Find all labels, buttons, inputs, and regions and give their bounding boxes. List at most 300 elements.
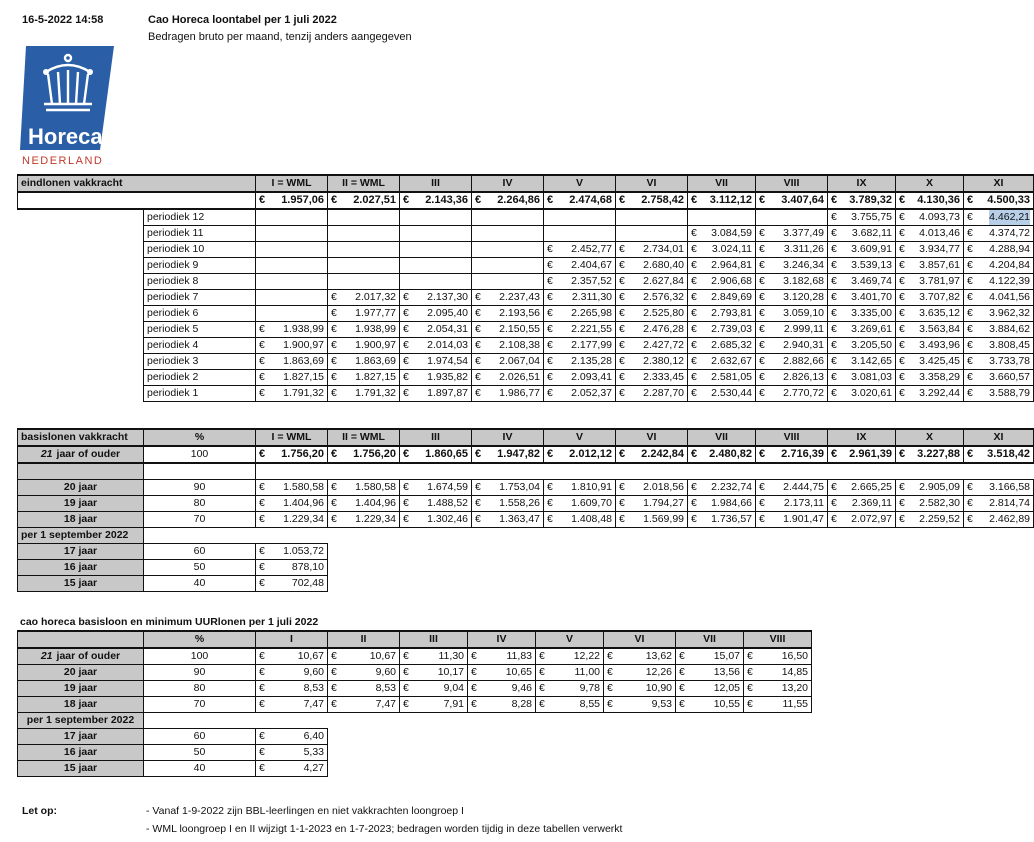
header-blank [18,631,144,648]
amount-value: 2.237,43 [499,291,541,303]
euro-sign: € [831,259,837,271]
amount-value: 2.143,36 [425,194,469,206]
amount-cell [472,322,544,338]
eindlonen-table [17,174,1034,402]
table-row [18,386,1034,402]
amount [899,274,960,289]
table-row [18,480,1034,496]
amount [475,386,540,401]
empty-cell [328,274,400,290]
euro-sign: € [831,307,837,319]
amount-value: 3.292,44 [919,387,961,399]
spacer-cell [144,528,256,544]
amount-value: 12,05 [713,682,740,694]
blank-cell [18,338,144,354]
amount-value: 8,53 [303,682,324,694]
amount-value: 16,50 [781,650,808,662]
amount [759,480,824,495]
euro-sign: € [691,323,697,335]
amount-cell [616,242,688,258]
amount [759,274,824,289]
euro-sign: € [691,307,697,319]
euro-sign: € [259,194,266,206]
spacer-cell [400,463,472,480]
amount-cell [400,480,472,496]
amount [547,496,612,511]
amount [471,697,532,712]
amount-cell [400,322,472,338]
euro-sign: € [747,682,753,694]
row-label: periodiek 12 [144,209,256,226]
blank-cell [18,354,144,370]
amount-value: 13,56 [713,666,740,678]
amount [747,697,808,712]
table-row [18,258,1034,274]
euro-sign: € [967,481,973,493]
amount-cell [756,338,828,354]
amount [899,306,960,321]
amount-value: 3.808,45 [989,339,1031,351]
amount-value: 2.221,55 [571,323,613,335]
euro-sign: € [967,513,973,525]
amount [831,354,892,369]
amount-value: 6,40 [303,730,324,742]
amount-cell [688,306,756,322]
amount-cell [756,226,828,242]
euro-sign: € [403,323,409,335]
blank-cell [18,370,144,386]
amount-value: 4.374,72 [989,227,1031,239]
euro-sign: € [747,666,753,678]
amount-value: 4.093,73 [919,211,961,223]
amount-cell [328,354,400,370]
amount [759,447,824,462]
amount-cell [400,386,472,402]
amount [759,512,824,527]
amount [259,544,324,559]
amount-value: 2.108,38 [499,339,541,351]
euro-sign: € [547,481,553,493]
amount [691,242,752,257]
euro-sign: € [403,650,409,662]
euro-sign: € [331,682,337,694]
euro-sign: € [691,497,697,509]
amount-value: 1.974,54 [427,355,469,367]
blank-cell [18,274,144,290]
amount-value: 1.404,96 [283,497,324,509]
euro-sign: € [475,448,482,460]
euro-sign: € [759,291,765,303]
amount-cell [828,354,896,370]
euro-sign: € [899,259,905,271]
amount [331,193,396,208]
amount-value: 3.377,49 [783,227,825,239]
amount-cell [688,274,756,290]
pct-cell: 50 [144,745,256,761]
amount-value: 2.150,55 [499,323,541,335]
amount-cell [688,338,756,354]
amount-cell [472,192,544,209]
amount-cell [896,209,964,226]
euro-sign: € [259,666,265,678]
table-row [18,697,812,713]
spacer-cell [544,463,616,480]
amount-value: 1.938,99 [283,323,325,335]
amount [831,193,892,208]
amount-value: 2.265,98 [571,307,613,319]
amount-value: 1.938,99 [355,323,397,335]
euro-sign: € [539,650,545,662]
pct-cell: 50 [144,560,256,576]
amount-value: 1.569,99 [643,513,684,525]
amount-value: 1.897,87 [427,387,469,399]
amount-cell [964,386,1034,402]
euro-sign: € [899,307,905,319]
amount-cell [616,386,688,402]
empty-cell [256,258,328,274]
amount-value: 3.563,84 [919,323,961,335]
amount-cell [964,370,1034,386]
amount-cell [544,274,616,290]
euro-sign: € [547,259,553,271]
amount-cell [756,242,828,258]
amount-value: 3.024,11 [711,243,753,255]
amount [759,322,824,337]
amount-value: 2.940,31 [783,339,825,351]
euro-sign: € [619,481,625,493]
amount [403,480,468,495]
amount-cell [964,226,1034,242]
euro-sign: € [831,194,838,206]
amount [899,480,960,495]
amount [471,665,532,680]
amount [759,306,824,321]
empty-cell [328,258,400,274]
amount-cell [328,446,400,463]
amount-value: 2.095,40 [427,307,469,319]
amount [899,447,960,462]
euro-sign: € [831,339,837,351]
amount-value: 1.935,82 [427,371,469,383]
euro-sign: € [475,497,481,509]
amount [691,290,752,305]
spacer-cell [256,463,328,480]
amount-cell [744,681,812,697]
amount-cell [676,681,744,697]
amount [547,370,612,385]
amount [747,665,808,680]
amount-cell [688,386,756,402]
amount-cell [400,681,468,697]
amount [547,512,612,527]
euro-sign: € [259,371,265,383]
amount-cell [688,258,756,274]
amount-value: 4.204,84 [989,259,1031,271]
euro-sign: € [831,497,837,509]
euro-sign: € [831,355,837,367]
amount [967,354,1030,369]
amount-value: 1.791,32 [355,387,397,399]
amount [259,512,324,527]
amount [899,322,960,337]
amount-cell [328,306,400,322]
amount-cell [828,480,896,496]
amount-value: 12,22 [573,650,600,662]
amount [619,386,684,401]
euro-sign: € [475,481,481,493]
euro-sign: € [967,371,973,383]
empty-cell [256,274,328,290]
amount-cell [828,242,896,258]
amount-value: 2.814,74 [989,497,1030,509]
amount-cell [256,745,328,761]
row-label [18,446,144,463]
amount [331,665,396,680]
amount-value: 1.901,47 [783,513,824,525]
row-label: 20 jaar [18,665,144,681]
amount-cell [616,370,688,386]
amount-cell [328,665,400,681]
amount-value: 4.122,39 [989,275,1031,287]
amount-value: 2.905,09 [919,481,960,493]
euro-sign: € [619,339,625,351]
amount [259,697,324,712]
amount-value: 2.242,84 [641,448,684,460]
amount [619,274,684,289]
row-label: 18 jaar [18,512,144,528]
amount [547,306,612,321]
amount-cell [964,290,1034,306]
amount-value: 3.934,77 [919,243,961,255]
amount [691,512,752,527]
amount-cell [616,290,688,306]
euro-sign: € [607,650,613,662]
row-label: 15 jaar [18,576,144,592]
amount-cell [676,648,744,665]
amount-cell [828,512,896,528]
euro-sign: € [403,666,409,678]
amount [331,290,396,305]
empty-cell [328,209,400,226]
amount-cell [472,446,544,463]
euro-sign: € [475,339,481,351]
amount-value: 1.488,52 [427,497,468,509]
amount-cell [328,496,400,512]
amount [607,649,672,664]
amount-cell [896,290,964,306]
column-header: VI [616,175,688,192]
table-row [18,370,1034,386]
amount [607,697,672,712]
amount [899,258,960,273]
amount [259,745,324,760]
euro-sign: € [691,275,697,287]
amount-value: 3.269,61 [851,323,893,335]
table-row [18,322,1034,338]
euro-sign: € [899,497,905,509]
row-label: periodiek 10 [144,242,256,258]
amount [899,354,960,369]
amount-cell [896,354,964,370]
amount [831,210,892,225]
spacer-row [18,463,1034,480]
empty-cell [328,226,400,242]
amount-cell [468,681,536,697]
amount [831,290,892,305]
amount-value: 1.794,27 [643,497,684,509]
euro-sign: € [259,545,265,557]
euro-sign: € [259,355,265,367]
table-row [18,648,812,665]
amount-value: 2.287,70 [643,387,685,399]
amount [967,226,1030,241]
amount [619,370,684,385]
euro-sign: € [547,448,554,460]
amount [475,354,540,369]
amount-value: 3.707,82 [919,291,961,303]
amount-value: 3.142,65 [851,355,893,367]
amount-value: 2.849,69 [711,291,753,303]
sept-label: per 1 september 2022 [18,528,144,544]
euro-sign: € [259,481,265,493]
amount [471,649,532,664]
header-row [18,175,1034,192]
euro-sign: € [259,746,265,758]
amount [691,274,752,289]
amount-value: 2.311,30 [571,291,613,303]
amount-value: 2.067,04 [499,355,541,367]
table-row [18,761,812,777]
amount [759,370,824,385]
pct-header: % [144,429,256,446]
amount [403,370,468,385]
amount-value: 2.474,68 [569,194,613,206]
amount [259,681,324,696]
euro-sign: € [759,448,766,460]
euro-sign: € [619,323,625,335]
amount [759,354,824,369]
amount-cell [756,306,828,322]
euro-sign: € [759,243,765,255]
amount-cell [328,512,400,528]
euro-sign: € [691,448,698,460]
amount-value: 2.680,40 [643,259,685,271]
row-label: periodiek 7 [144,290,256,306]
euro-sign: € [619,513,625,525]
amount [475,306,540,321]
amount [747,649,808,664]
euro-sign: € [259,497,265,509]
amount-cell [256,322,328,338]
euro-sign: € [547,307,553,319]
row-label [18,648,144,665]
euro-sign: € [403,497,409,509]
euro-sign: € [899,339,905,351]
amount-cell [616,322,688,338]
amount [539,665,600,680]
amount-cell [256,681,328,697]
pct-cell: 100 [144,648,256,665]
column-header: III [400,429,472,446]
amount [331,338,396,353]
row-label: 17 jaar [18,544,144,560]
amount-value: 1.580,58 [283,481,324,493]
amount [403,354,468,369]
amount-value: 1.827,15 [283,371,325,383]
pct-header: % [144,631,256,648]
euro-sign: € [331,497,337,509]
amount-value: 2.259,52 [919,513,960,525]
pct-cell: 80 [144,496,256,512]
euro-sign: € [691,259,697,271]
empty-cell [400,226,472,242]
amount-value: 2.427,72 [643,339,685,351]
amount-cell [896,370,964,386]
amount [259,480,324,495]
euro-sign: € [471,650,477,662]
notes-label: Let op: [22,805,57,817]
amount-value: 3.205,50 [851,339,893,351]
euro-sign: € [619,275,625,287]
amount-value: 3.166,58 [989,481,1030,493]
euro-sign: € [475,513,481,525]
amount [831,386,892,401]
euro-sign: € [547,371,553,383]
amount-value: 10,67 [369,650,396,662]
amount-cell [616,274,688,290]
row-label: periodiek 1 [144,386,256,402]
amount-cell [544,322,616,338]
amount [967,370,1030,385]
row-label: 16 jaar [18,560,144,576]
euro-sign: € [539,682,545,694]
euro-sign: € [539,666,545,678]
amount-value: 4.013,46 [919,227,961,239]
row-label: periodiek 2 [144,370,256,386]
euro-sign: € [967,323,973,335]
euro-sign: € [403,291,409,303]
euro-sign: € [331,448,338,460]
amount [691,386,752,401]
amount [547,447,612,462]
amount-value: 3.182,68 [783,275,825,287]
amount-value: 2.480,82 [709,448,752,460]
amount-value: 1.609,70 [571,497,612,509]
amount-value: 1.860,65 [425,448,468,460]
amount [403,512,468,527]
euro-sign: € [831,448,838,460]
amount-cell [544,258,616,274]
amount-value: 3.469,74 [851,275,893,287]
table-row [18,729,812,745]
amount-value: 1.756,20 [281,448,324,460]
amount [331,306,396,321]
euro-sign: € [759,323,765,335]
amount [691,496,752,511]
empty-cell [472,274,544,290]
euro-sign: € [331,355,337,367]
row-label: periodiek 8 [144,274,256,290]
amount [331,370,396,385]
amount [259,447,324,462]
amount-value: 3.660,57 [989,371,1031,383]
amount-cell [964,209,1034,226]
pct-cell: 90 [144,480,256,496]
amount [967,512,1030,527]
amount-cell [756,370,828,386]
age-text: jaar of ouder [56,448,121,460]
table-row [18,209,1034,226]
